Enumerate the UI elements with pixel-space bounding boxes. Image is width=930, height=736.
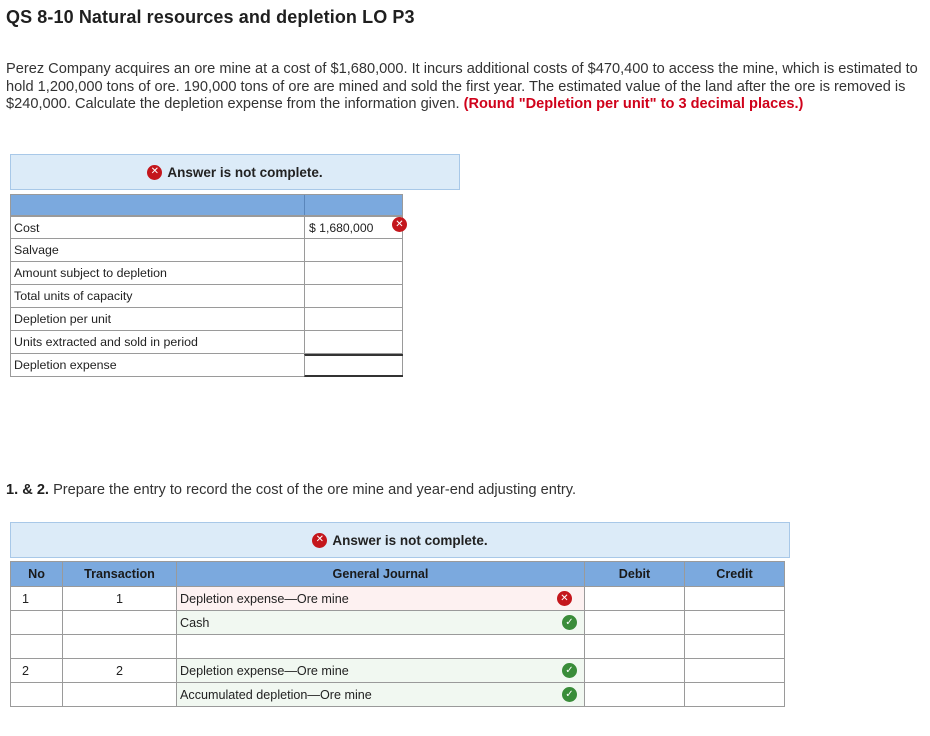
instruction-number: 1. & 2. — [6, 482, 49, 498]
x-circle-icon: ✕ — [147, 165, 162, 180]
x-circle-icon: ✕ — [392, 217, 407, 232]
entry-no: 2 — [11, 659, 63, 683]
general-journal-table — [10, 561, 785, 707]
account-name: Accumulated depletion—Ore mine — [180, 687, 372, 702]
table-row — [11, 683, 785, 707]
col-debit: Debit — [585, 562, 685, 587]
debit-input[interactable] — [585, 659, 685, 683]
row-label: Depletion per unit — [14, 312, 112, 326]
depletion-row-expense — [10, 354, 403, 377]
rounding-note: (Round "Depletion per unit" to 3 decimal places.) — [463, 96, 804, 112]
account-name: Depletion expense—Ore mine — [180, 663, 349, 678]
credit-input[interactable] — [685, 587, 785, 611]
depletion-table-header — [10, 194, 403, 216]
debit-input[interactable] — [585, 611, 685, 635]
spacer-row — [11, 635, 785, 659]
depletion-row-per-unit — [10, 308, 403, 331]
salvage-input[interactable] — [304, 239, 403, 261]
account-name: Cash — [180, 615, 210, 630]
units-extracted-input[interactable] — [304, 331, 403, 353]
x-circle-icon: ✕ — [557, 591, 572, 606]
row-label: Cost — [14, 221, 40, 235]
entry-transaction — [63, 611, 177, 635]
check-circle-icon: ✓ — [562, 687, 577, 702]
credit-input[interactable] — [685, 683, 785, 707]
row-label: Depletion expense — [14, 358, 117, 372]
amount-subject-input[interactable] — [304, 262, 403, 284]
depletion-row-amount-subject — [10, 262, 403, 285]
problem-statement — [6, 61, 924, 114]
depletion-row-cost — [10, 216, 403, 239]
entry-no: 1 — [11, 587, 63, 611]
col-credit: Credit — [685, 562, 785, 587]
x-circle-icon: ✕ — [312, 533, 327, 548]
entry-transaction: 2 — [63, 659, 177, 683]
col-no: No — [11, 562, 63, 587]
depletion-row-salvage — [10, 239, 403, 262]
col-transaction: Transaction — [63, 562, 177, 587]
answer-status-banner — [10, 522, 790, 558]
problem-text: Perez Company acquires an ore mine at a cost of $1,680,000. It incurs additional costs of $470,400 to access the mine, which is estimated to hold 1,200,000 tons of ore. 190,000 tons of ore are mined and sold the first year. The estimated value of the land after the ore is removed is $240,000. Calculate the depletion expense from the information given. — [6, 61, 918, 112]
page-title: QS 8-10 Natural resources and depletion LO P3 — [6, 7, 415, 27]
total-units-input[interactable] — [304, 285, 403, 307]
table-row — [11, 587, 785, 611]
row-label: Units extracted and sold in period — [14, 335, 198, 349]
debit-input[interactable] — [585, 683, 685, 707]
depletion-row-total-units — [10, 285, 403, 308]
row-label: Salvage — [14, 243, 59, 257]
cost-value: $ 1,680,000 — [309, 221, 374, 235]
banner-text: Answer is not complete. — [332, 532, 488, 548]
check-circle-icon: ✓ — [562, 615, 577, 630]
row-label: Amount subject to depletion — [14, 266, 167, 280]
table-row — [11, 611, 785, 635]
col-general-journal: General Journal — [177, 562, 585, 587]
account-select[interactable] — [177, 587, 585, 611]
entry-no — [11, 611, 63, 635]
instruction-text: Prepare the entry to record the cost of the ore mine and year-end adjusting entry. — [53, 482, 577, 498]
account-select[interactable] — [177, 611, 585, 635]
entry-no — [11, 683, 63, 707]
entry-transaction — [63, 683, 177, 707]
depletion-expense-input[interactable] — [304, 354, 403, 377]
answer-status-banner — [10, 154, 460, 190]
check-circle-icon: ✓ — [562, 663, 577, 678]
credit-input[interactable] — [685, 611, 785, 635]
credit-input[interactable] — [685, 659, 785, 683]
debit-input[interactable] — [585, 587, 685, 611]
account-select[interactable] — [177, 659, 585, 683]
journal-instruction — [6, 482, 576, 498]
account-name: Depletion expense—Ore mine — [180, 591, 349, 606]
cost-input[interactable] — [304, 217, 403, 239]
table-row — [11, 659, 785, 683]
banner-text: Answer is not complete. — [167, 164, 323, 180]
entry-transaction: 1 — [63, 587, 177, 611]
depletion-row-units-extracted — [10, 331, 403, 354]
depletion-per-unit-input[interactable] — [304, 308, 403, 330]
journal-header-row — [11, 562, 785, 587]
row-label: Total units of capacity — [14, 289, 133, 303]
account-select[interactable] — [177, 683, 585, 707]
